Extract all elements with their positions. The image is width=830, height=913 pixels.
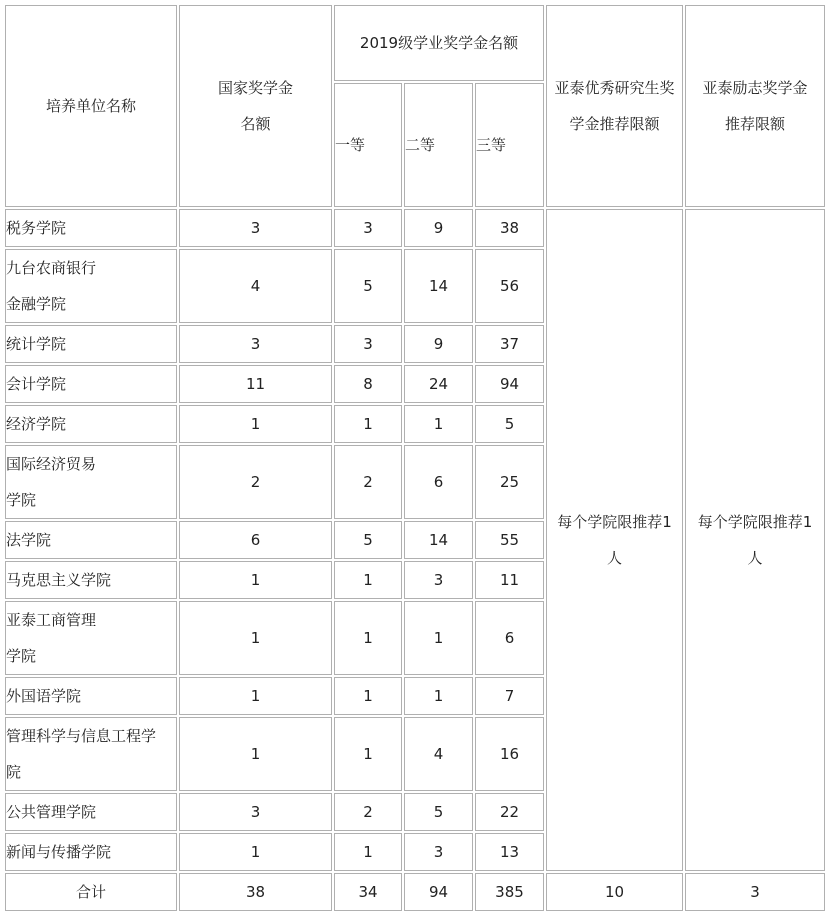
- national-quota-cell: 1: [179, 405, 332, 443]
- unit-name-line: 法学院: [6, 531, 52, 549]
- first-class-cell: 1: [334, 833, 402, 871]
- total-national: 38: [179, 873, 332, 911]
- unit-name-line: 学院: [6, 491, 37, 509]
- second-class-cell: 14: [404, 249, 473, 323]
- header-yatai-excellent-line1: 亚泰优秀研究生奖: [554, 79, 675, 97]
- national-quota-cell: 1: [179, 717, 332, 791]
- first-class-cell: 1: [334, 717, 402, 791]
- header-row-1: [5, 5, 825, 81]
- third-class-cell: 11: [475, 561, 544, 599]
- first-class-cell: 3: [334, 209, 402, 247]
- first-class-cell: 3: [334, 325, 402, 363]
- national-quota-cell: 1: [179, 601, 332, 675]
- total-yatai-excellent: 10: [546, 873, 683, 911]
- second-class-cell: 14: [404, 521, 473, 559]
- merged-line: 人: [747, 549, 763, 567]
- national-quota-cell: 1: [179, 833, 332, 871]
- third-class-cell: 22: [475, 793, 544, 831]
- first-class-cell: 5: [334, 249, 402, 323]
- unit-name-line: 公共管理学院: [6, 803, 97, 821]
- unit-name-cell: [5, 325, 177, 363]
- unit-name-cell: [5, 677, 177, 715]
- header-national-quota-line1: 国家奖学金: [217, 79, 293, 97]
- national-quota-cell: 2: [179, 445, 332, 519]
- header-yatai-inspire-line2: 推荐限额: [724, 115, 785, 133]
- second-class-cell: 5: [404, 793, 473, 831]
- unit-name-line: 新闻与传播学院: [6, 843, 112, 861]
- national-quota-cell: 1: [179, 561, 332, 599]
- header-yatai-inspire-line1: 亚泰励志奖学金: [702, 79, 808, 97]
- merged-line: 人: [606, 549, 622, 567]
- first-class-cell: 1: [334, 677, 402, 715]
- third-class-cell: 55: [475, 521, 544, 559]
- unit-name-line: 学院: [6, 647, 37, 665]
- unit-name-line: 统计学院: [6, 335, 67, 353]
- header-third-class: 三等: [475, 83, 544, 207]
- unit-name-cell: [5, 209, 177, 247]
- third-class-cell: 56: [475, 249, 544, 323]
- header-yatai-excellent: [546, 5, 683, 207]
- third-class-cell: 25: [475, 445, 544, 519]
- third-class-cell: 38: [475, 209, 544, 247]
- second-class-cell: 4: [404, 717, 473, 791]
- unit-name-line: 国际经济贸易: [6, 455, 97, 473]
- second-class-cell: 6: [404, 445, 473, 519]
- total-second: 94: [404, 873, 473, 911]
- header-first-class: 一等: [334, 83, 402, 207]
- merged-yatai-inspire-cell: [685, 209, 825, 871]
- third-class-cell: 37: [475, 325, 544, 363]
- first-class-cell: 1: [334, 405, 402, 443]
- unit-name-line: 管理科学与信息工程学: [6, 727, 157, 745]
- first-class-cell: 2: [334, 445, 402, 519]
- third-class-cell: 13: [475, 833, 544, 871]
- unit-name-line: 会计学院: [6, 375, 67, 393]
- total-first: 34: [334, 873, 402, 911]
- total-label: 合计: [5, 873, 177, 911]
- unit-name-cell: [5, 365, 177, 403]
- second-class-cell: 3: [404, 561, 473, 599]
- first-class-cell: 8: [334, 365, 402, 403]
- national-quota-cell: 1: [179, 677, 332, 715]
- unit-name-cell: [5, 249, 177, 323]
- national-quota-cell: 3: [179, 325, 332, 363]
- unit-name-cell: [5, 601, 177, 675]
- unit-name-line: 九台农商银行: [6, 259, 97, 277]
- unit-name-line: 外国语学院: [6, 687, 82, 705]
- third-class-cell: 7: [475, 677, 544, 715]
- unit-name-line: 马克思主义学院: [6, 571, 112, 589]
- unit-name-line: 金融学院: [6, 295, 67, 313]
- first-class-cell: 5: [334, 521, 402, 559]
- national-quota-cell: 3: [179, 209, 332, 247]
- header-yatai-excellent-line2: 学金推荐限额: [569, 115, 660, 133]
- merged-line: 每个学院限推荐1: [557, 513, 672, 531]
- total-yatai-inspire: 3: [685, 873, 825, 911]
- third-class-cell: 5: [475, 405, 544, 443]
- unit-name-line: 院: [6, 763, 22, 781]
- unit-name-cell: [5, 717, 177, 791]
- header-national-quota-line2: 名额: [240, 115, 271, 133]
- second-class-cell: 1: [404, 677, 473, 715]
- header-second-class: 二等: [404, 83, 473, 207]
- third-class-cell: 94: [475, 365, 544, 403]
- unit-name-line: 经济学院: [6, 415, 67, 433]
- merged-line: 每个学院限推荐1: [697, 513, 813, 531]
- table-body: [5, 5, 825, 911]
- second-class-cell: 3: [404, 833, 473, 871]
- second-class-cell: 9: [404, 325, 473, 363]
- merged-yatai-excellent-cell: [546, 209, 683, 871]
- second-class-cell: 9: [404, 209, 473, 247]
- unit-name-cell: [5, 793, 177, 831]
- unit-name-cell: [5, 833, 177, 871]
- second-class-cell: 1: [404, 601, 473, 675]
- second-class-cell: 1: [404, 405, 473, 443]
- header-academic-group: 2019级学业奖学金名额: [334, 5, 544, 81]
- first-class-cell: 2: [334, 793, 402, 831]
- first-class-cell: 1: [334, 561, 402, 599]
- third-class-cell: 6: [475, 601, 544, 675]
- first-class-cell: 1: [334, 601, 402, 675]
- total-third: 385: [475, 873, 544, 911]
- unit-name-line: 亚泰工商管理: [6, 611, 97, 629]
- unit-name-cell: [5, 561, 177, 599]
- table-row: [5, 209, 825, 247]
- national-quota-cell: 11: [179, 365, 332, 403]
- national-quota-cell: 3: [179, 793, 332, 831]
- unit-name-cell: [5, 405, 177, 443]
- second-class-cell: 24: [404, 365, 473, 403]
- unit-name-cell: [5, 521, 177, 559]
- header-national-quota: [179, 5, 332, 207]
- header-yatai-inspire: [685, 5, 825, 207]
- third-class-cell: 16: [475, 717, 544, 791]
- header-unit-name: 培养单位名称: [5, 5, 177, 207]
- national-quota-cell: 6: [179, 521, 332, 559]
- national-quota-cell: 4: [179, 249, 332, 323]
- unit-name-cell: [5, 445, 177, 519]
- unit-name-line: 税务学院: [6, 219, 67, 237]
- scholarship-quota-table: [3, 3, 827, 913]
